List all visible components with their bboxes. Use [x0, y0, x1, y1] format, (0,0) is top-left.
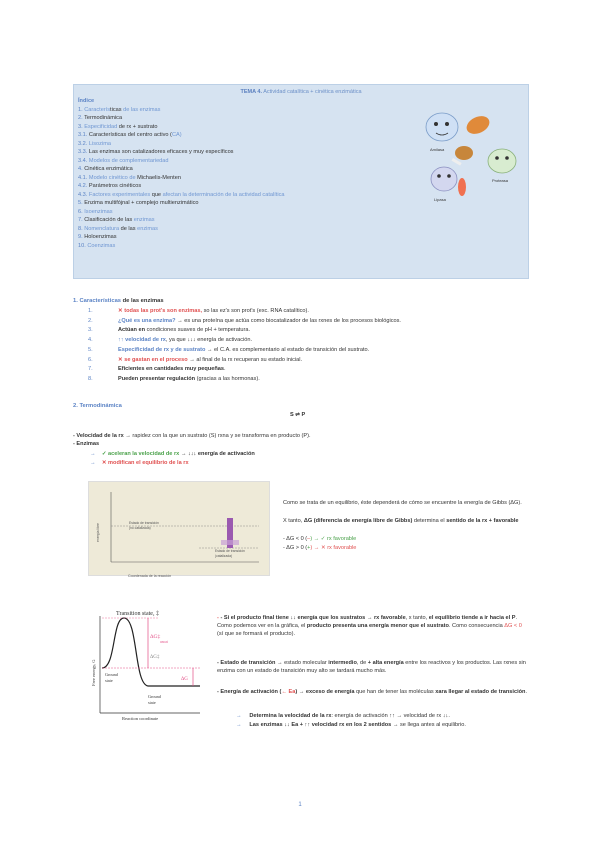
index-entry: 3. Especificidad de rx + sustrato: [78, 123, 158, 130]
svg-text:energía libre: energía libre: [96, 523, 100, 542]
activation-point-2: → Las enzimas ↓↓ Ea + ↑↑ velocidad rx en los 2 sentidos → se llega antes al equilibrio.: [236, 722, 466, 728]
index-entry: 10. Coenzimas: [78, 242, 116, 249]
gibbs-paragraph-2: X tanto, ΔG (diferencia de energía libre de Gibbs) determina el sentido de la rx + favorable: [283, 518, 519, 524]
enzymes-label: - Enzimas: [73, 441, 100, 447]
section-2-title: 2. Termodinámica: [73, 403, 122, 409]
amylase-icon: [426, 113, 458, 141]
chicken-leg-icon: [452, 146, 474, 166]
section-1-title: 1. Características de las enzimas: [73, 298, 164, 304]
svg-text:Estado de transición: Estado de transición: [129, 521, 159, 525]
characteristic-item: 8. Pueden presentar regulación (gracias a las hormonas).: [88, 375, 260, 382]
gibbs-negative: - ΔG < 0 (–) → ✓ rx favorable: [283, 536, 357, 542]
free-energy-diagram: [88, 606, 205, 721]
protease-icon: [488, 149, 516, 173]
index-heading: Índice: [78, 98, 95, 104]
page-number: 1: [298, 802, 302, 808]
transition-state-paragraph: - Estado de transición → estado molecular intermedio, de + alta energía entre los reactivos y los productos. Las rxnes sin enzima con un estado de transición muy alto se tardará mucho más.: [217, 660, 526, 675]
svg-text:Amilasa: Amilasa: [430, 147, 445, 152]
svg-text:Reaction coordinate: Reaction coordinate: [122, 716, 159, 721]
enzyme-illustration: [412, 103, 524, 207]
svg-text:ΔG‡: ΔG‡: [150, 655, 160, 660]
svg-text:(catalizada): (catalizada): [215, 554, 233, 558]
index-entry: 7. Clasificación de las enzimas: [78, 217, 155, 223]
gibbs-paragraph-1: Como se trata de un equilibrio, éste dependerá de cómo se encuentre la energía de Gibbs (ΔG).: [283, 500, 522, 506]
characteristic-item: 5. Especificidad de rx y de sustrato → el C.A. es complementario al estado de transición del sustrato.: [88, 346, 370, 353]
svg-text:(no catalizada): (no catalizada): [129, 526, 151, 530]
enzyme-point-2: → ✕ modifican el equilibrio de la rx: [90, 460, 189, 466]
energy-diagram-image: [88, 481, 270, 576]
svg-text:uncat: uncat: [160, 640, 168, 644]
svg-text:Free energy, G: Free energy, G: [91, 659, 96, 686]
bread-icon: [464, 113, 493, 138]
index-entry: 4.1. Modelo cinético de Michaelis-Menten: [78, 174, 181, 181]
section-1-list: [88, 307, 401, 385]
svg-text:Estado de transición: Estado de transición: [215, 549, 245, 553]
svg-text:ΔG: ΔG: [181, 677, 188, 682]
characteristic-item: 2. ¿Qué es una enzima? → es una proteína que actúa como biocatalizador de las rxnes de los procesos biológicos.: [88, 317, 401, 324]
enzyme-point-1: → ✓ aceleran la velocidad de rx → ↓↓↓ energía de activación: [90, 451, 255, 457]
index-box: [73, 84, 529, 279]
product-energy-paragraph: - - Si el producto final tiene ↓↓ energía que los sustratos → rx favorable, x tanto, el equilibrio tiende a ir hacia el P. Como podemos ver en la gráfica, el producto presenta una energía menor que el sustrato. Como consecuencia ΔG < 0 (sí que se formará el producto).: [217, 615, 522, 638]
svg-text:ΔG‡: ΔG‡: [150, 634, 161, 640]
index-list: [78, 97, 285, 250]
topic-title: TEMA 4. Actividad catalítica + cinética enzimática: [240, 89, 362, 95]
index-entry: 9. Holoenzimas: [78, 234, 117, 240]
activation-energy-paragraph: - Energía de activación (← Ea) → exceso de energía que han de tener las moléculas xara llegar al estado de transición.: [217, 689, 528, 695]
index-entry: 4.2. Parámetros cinéticos: [78, 183, 142, 189]
characteristic-item: 6. ✕ se gastan en el proceso → al final de la rx recuperan su estado inicial.: [88, 356, 303, 363]
equilibrium-equation: S ⇌ P: [290, 412, 306, 418]
velocity-definition: - Velocidad de la rx → rapidez con la que un sustrato (S) rxna y se transforma en producto (P).: [73, 433, 311, 439]
characteristic-item: 7. Eficientes en cantidades muy pequeñas.: [88, 366, 226, 373]
characteristic-item: 1. ✕ todas las prot's son enzimas, so las ez's son prot's (exc. RNA catalítico).: [88, 308, 309, 314]
svg-text:Lipasa: Lipasa: [434, 197, 446, 202]
svg-text:Ground: Ground: [148, 694, 161, 699]
index-entry: 4. Cinética enzimática: [78, 166, 133, 172]
svg-text:state: state: [148, 700, 156, 705]
characteristic-item: 4. ↑↑ velocidad de rx, ya que ↓↓↓ energía de activación.: [88, 337, 253, 344]
index-entry: 6. Isoenzimas: [78, 208, 113, 215]
characteristic-item: 3. Actúan en condiciones suaves de pH + temperatura.: [88, 327, 250, 334]
gibbs-positive: - ΔG > 0 (+) → ✕ rx favorable: [283, 545, 357, 551]
index-entry: 8. Nomenclatura de las enzimas: [78, 225, 158, 232]
svg-text:Proteasa: Proteasa: [492, 178, 509, 183]
index-entry: 3.2. Lisozima: [78, 140, 111, 147]
lipase-icon: [431, 167, 466, 196]
svg-text:Transition state, ‡: Transition state, ‡: [116, 611, 159, 617]
index-entry: 3.3. Las enzimas son catalizadores eficaces y muy específicos: [78, 149, 234, 155]
svg-text:Ground: Ground: [105, 672, 118, 677]
index-entry: 3.4. Modelos de complementariedad: [78, 157, 169, 164]
index-entry: 3.1. Características del centro activo (CA): [78, 132, 182, 138]
index-entry: 2. Termodinámica: [78, 115, 123, 121]
index-entry: 5. Enzima multifójnal + complejo multienzimático: [78, 200, 199, 206]
index-entry: 1. Características de las enzimas: [78, 106, 161, 113]
index-entry: 4.3. Factores experimentales que afectan la determinación de la actividad catalítica: [78, 191, 285, 198]
svg-text:state: state: [105, 678, 113, 683]
figure-1-caption: Coordenada de la reacción: [128, 574, 172, 578]
activation-point-1: → Determina la velocidad de la rx: energía de activación ↑↑ → velocidad de rx ↓↓.: [236, 713, 450, 719]
